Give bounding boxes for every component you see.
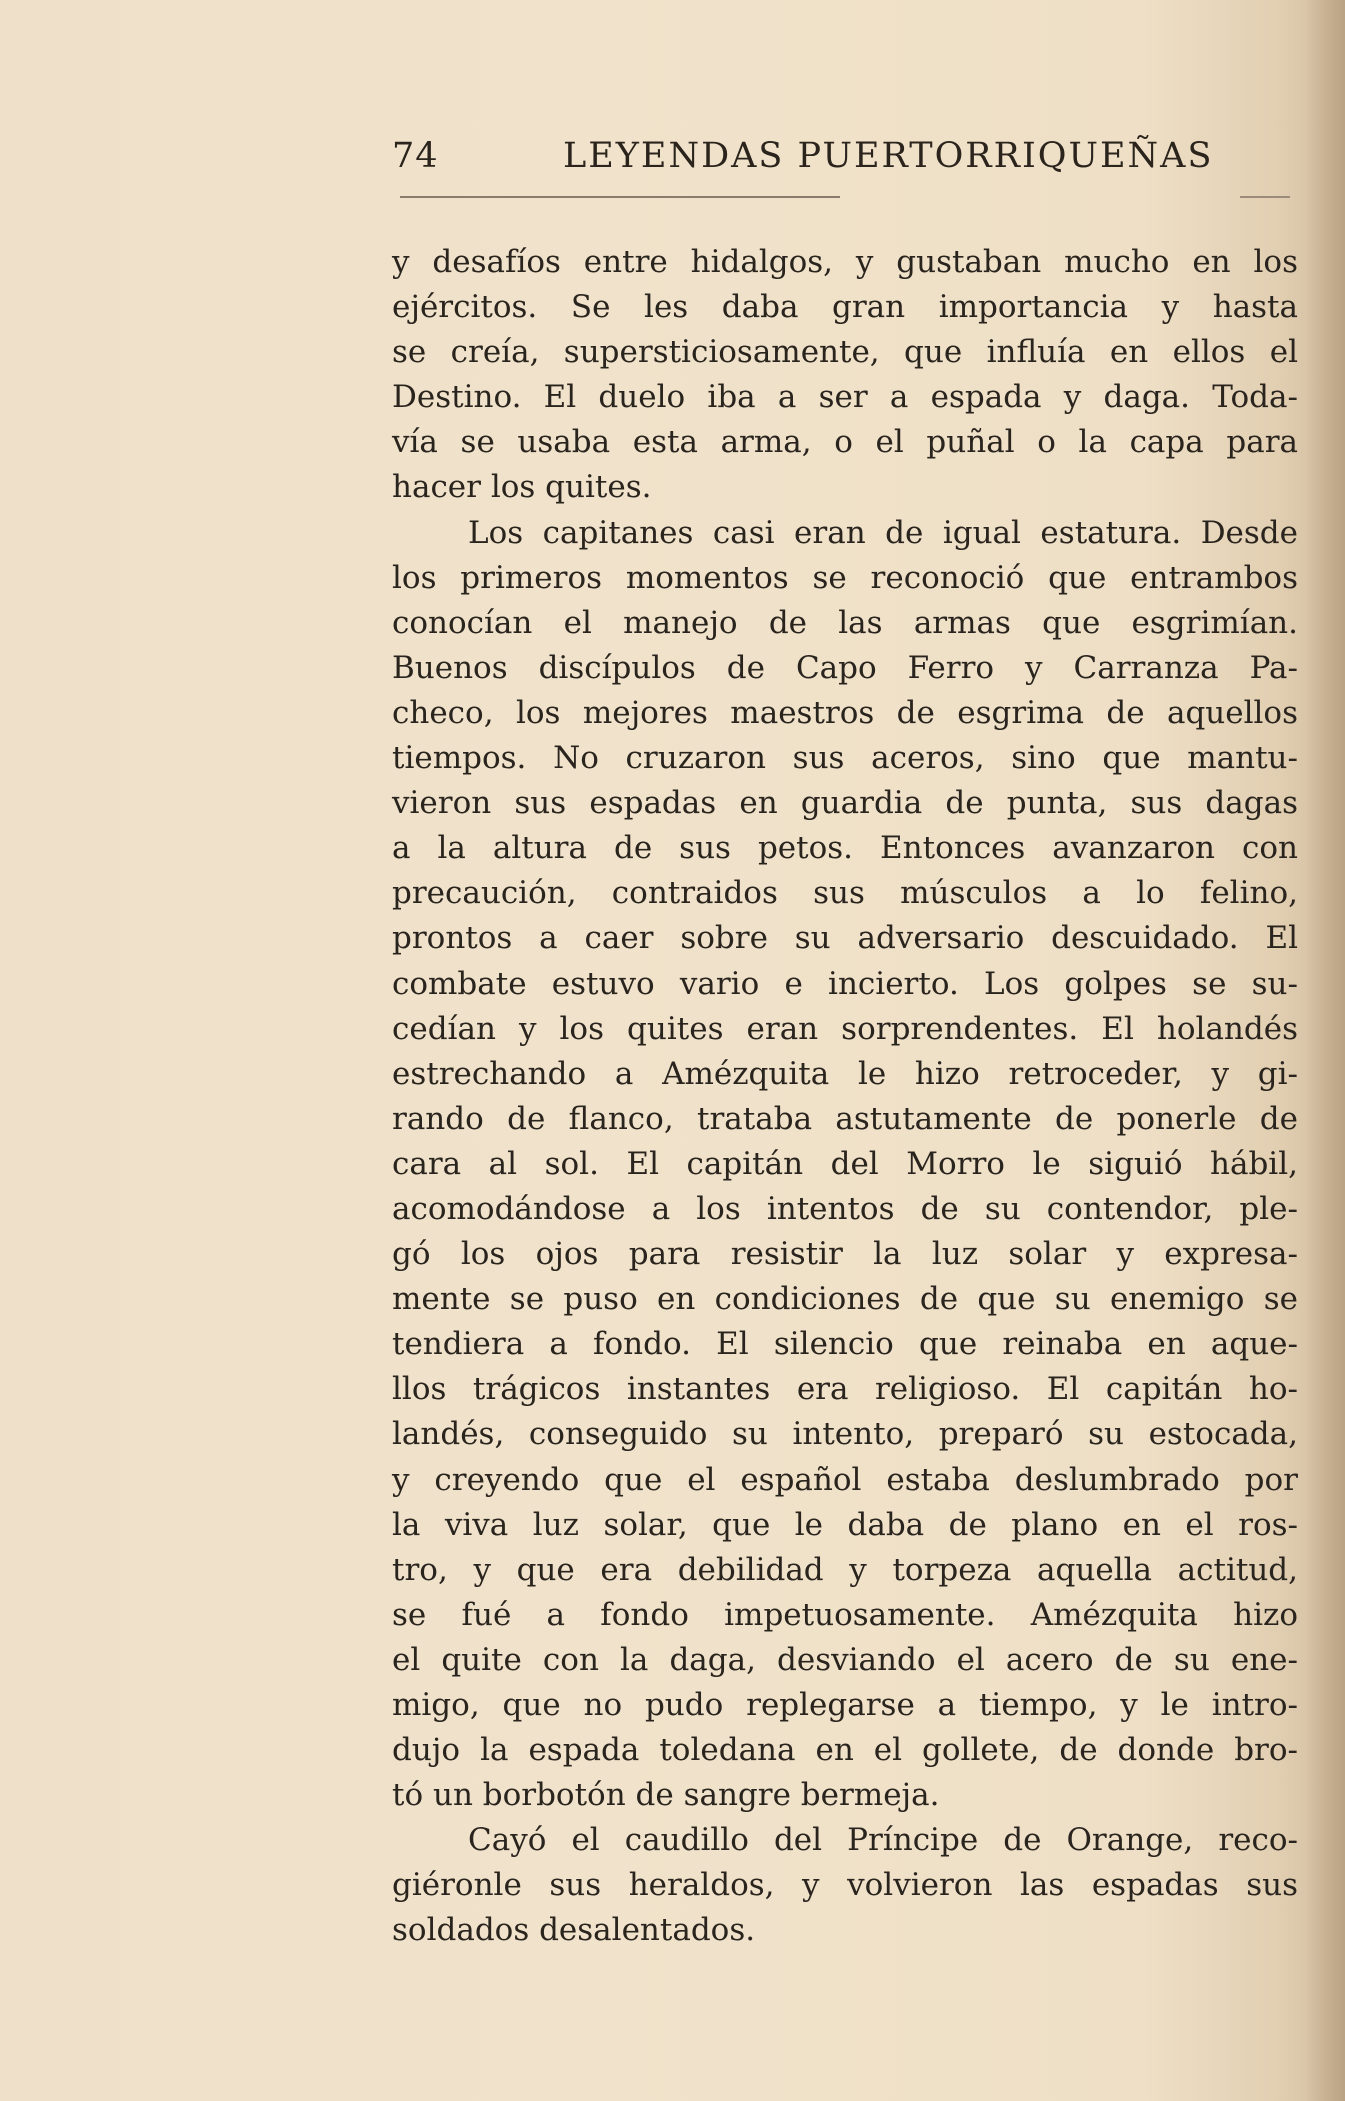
- page-number: 74: [392, 136, 439, 176]
- text-line: mente se puso en condiciones de que su enemigo se: [392, 1281, 1298, 1318]
- text-line: cara al sol. El capitán del Morro le siguió hábil,: [392, 1145, 1298, 1182]
- text-line: tendiera a fondo. El silencio que reinaba en aque-: [392, 1326, 1298, 1363]
- text-line: gó los ojos para resistir la luz solar y expresa-: [392, 1236, 1298, 1273]
- text-line: landés, conseguido su intento, preparó su estocada,: [392, 1416, 1298, 1453]
- text-line: vía se usaba esta arma, o el puñal o la capa para: [392, 424, 1298, 461]
- text-line: precaución, contraidos sus músculos a lo felino,: [392, 875, 1298, 912]
- text-line: conocían el manejo de las armas que esgrimían.: [392, 604, 1298, 641]
- text-line: se creía, supersticiosamente, que influía en ellos el: [392, 334, 1298, 371]
- text-line: prontos a caer sobre su adversario descuidado. El: [392, 920, 1298, 957]
- text-line: los primeros momentos se reconoció que entrambos: [392, 559, 1298, 596]
- text-line: vieron sus espadas en guardia de punta, sus dagas: [392, 785, 1298, 822]
- text-line: a la altura de sus petos. Entonces avanzaron con: [392, 830, 1298, 867]
- text-line: la viva luz solar, que le daba de plano en el ros-: [392, 1506, 1298, 1543]
- text-line: se fué a fondo impetuosamente. Amézquita hizo: [392, 1596, 1298, 1633]
- text-line: cedían y los quites eran sorprendentes. El holandés: [392, 1010, 1298, 1047]
- text-line: estrechando a Amézquita le hizo retroceder, y gi-: [392, 1055, 1298, 1092]
- header-rule: [400, 196, 840, 198]
- text-line: ejércitos. Se les daba gran importancia y hasta: [392, 289, 1298, 326]
- text-line: y desafíos entre hidalgos, y gustaban mucho en los: [392, 244, 1298, 280]
- text-line: giéronle sus heraldos, y volvieron las espadas sus: [392, 1867, 1298, 1904]
- text-line: el quite con la daga, desviando el acero de su ene-: [392, 1641, 1298, 1678]
- text-line: Buenos discípulos de Capo Ferro y Carranza Pa-: [392, 649, 1298, 686]
- page-gutter-shadow: [1305, 0, 1345, 2101]
- page-header: [392, 136, 1298, 184]
- text-line: acomodándose a los intentos de su contendor, ple-: [392, 1190, 1298, 1227]
- text-line: dujo la espada toledana en el gollete, de donde bro-: [392, 1732, 1298, 1769]
- header-rule-fragment: [1240, 196, 1290, 198]
- text-line: tro, y que era debilidad y torpeza aquella actitud,: [392, 1551, 1298, 1588]
- body-text: [392, 240, 1298, 1954]
- running-title: LEYENDAS PUERTORRIQUEÑAS: [563, 136, 1214, 176]
- text-line: rando de flanco, trataba astutamente de ponerle de: [392, 1100, 1298, 1137]
- text-line: soldados desalentados.: [392, 1912, 756, 1949]
- text-line: checo, los mejores maestros de esgrima de aquellos: [392, 694, 1298, 731]
- text-line: Destino. El duelo iba a ser a espada y daga. Toda-: [392, 379, 1298, 416]
- text-line: tiempos. No cruzaron sus aceros, sino que mantu-: [392, 740, 1298, 777]
- text-line: tó un borbotón de sangre bermeja.: [392, 1777, 940, 1814]
- text-line: Cayó el caudillo del Príncipe de Orange, reco-: [468, 1822, 1298, 1859]
- text-line: llos trágicos instantes era religioso. El capitán ho-: [392, 1371, 1298, 1408]
- text-line: migo, que no pudo replegarse a tiempo, y le intro-: [392, 1687, 1298, 1723]
- text-line: Los capitanes casi eran de igual estatura. Desde: [468, 514, 1298, 551]
- text-line: combate estuvo vario e incierto. Los golpes se su-: [392, 965, 1298, 1002]
- text-line: y creyendo que el español estaba deslumbrado por: [392, 1461, 1298, 1498]
- text-line: hacer los quites.: [392, 469, 652, 506]
